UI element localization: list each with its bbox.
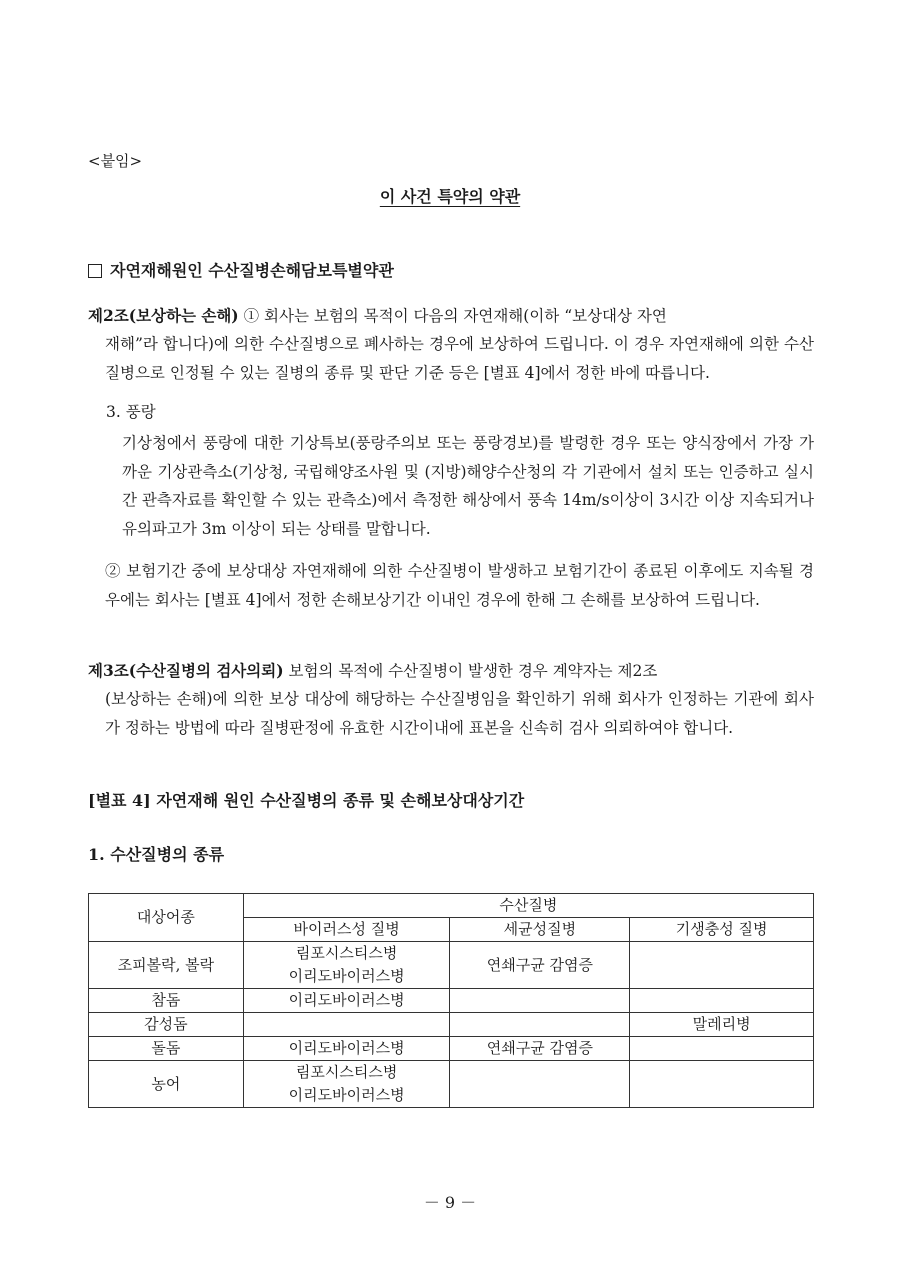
species-cell: 조피볼락, 볼락 [89, 942, 244, 989]
article3-continuation: (보상하는 손해)에 의한 보상 대상에 해당하는 수산질병임을 확인하기 위해 회사가 인정하는 기관에 회사가 정하는 방법에 따라 질병판정에 유효한 시간이내에 표본을 신속히 검사 의뢰하여야 합니다. [105, 690, 814, 737]
article2-paragraph2: ② 보험기간 중에 보상대상 자연재해에 의한 수산질병이 발생하고 보험기간이 종료된 이후에도 지속될 경우에는 회사는 [별표 4]에서 정한 손해보상기간 이내인 경우에 한해 그 손해를 보상하여 드립니다. [105, 562, 814, 609]
table-row [89, 942, 814, 989]
viral-disease-name: 이리도바이러스병 [288, 991, 405, 1009]
bacterial-column-header: 세균성질병 [450, 918, 630, 942]
page-number: － 9 － [423, 1193, 477, 1212]
viral-column-header: 바이러스성 질병 [243, 918, 450, 942]
species-cell: 참돔 [89, 989, 244, 1013]
species-cell: 농어 [89, 1061, 244, 1108]
article2-heading: 제2조(보상하는 손해) [88, 306, 239, 325]
section-heading [88, 258, 394, 281]
viral-disease-cell [243, 1037, 450, 1061]
document-title [0, 184, 900, 207]
viral-disease-name: 림포시스티스병 [295, 1063, 398, 1081]
viral-disease-cell [243, 1013, 450, 1037]
disease-table [88, 893, 814, 1108]
item3-body: 기상청에서 풍랑에 대한 기상특보(풍랑주의보 또는 풍랑경보)를 발령한 경우 또는 양식장에서 가장 가까운 기상관측소(기상청, 국립해양조사원 및 (지방)해양수산청의 각 기관에서 설치 또는 인증하고 실시간 관측자료를 확인할 수 있는 관측소)에서 측정한 해상에서 풍속 14m/s이상이 3시간 이상 지속되거나 유의파고가 3m 이상이 되는 상태를 말합니다. [122, 434, 814, 538]
bacterial-disease-cell: 연쇄구균 감염증 [450, 1037, 630, 1061]
viral-disease-name: 이리도바이러스병 [288, 967, 405, 985]
viral-disease-name: 림포시스티스병 [295, 944, 398, 962]
section-heading-text: 자연재해원인 수산질병손해담보특별약관 [110, 261, 394, 280]
parasitic-disease-cell [630, 989, 814, 1013]
viral-disease-name [244, 1013, 450, 1036]
parasitic-disease-cell [630, 942, 814, 989]
parasitic-disease-cell: 말레리병 [630, 1013, 814, 1037]
item3-title: 3. 풍랑 [106, 403, 156, 421]
bacterial-disease-cell [450, 989, 630, 1013]
bacterial-disease-cell: 연쇄구균 감염증 [450, 942, 630, 989]
viral-disease-cell [243, 942, 450, 989]
viral-disease-name: 이리도바이러스병 [288, 1039, 405, 1057]
parasitic-column-header: 기생충성 질병 [630, 918, 814, 942]
appendix-table-title: [별표 4] 자연재해 원인 수산질병의 종류 및 손해보상대상기간 [88, 791, 525, 810]
viral-disease-name: 이리도바이러스병 [288, 1086, 405, 1104]
article3-first-line-text: 보험의 목적에 수산질병이 발생한 경우 계약자는 제2조 [283, 662, 658, 680]
species-cell: 돌돔 [89, 1037, 244, 1061]
attachment-label: <붙임> [88, 152, 143, 170]
article2-continuation: 재해”라 합니다)에 의한 수산질병으로 폐사하는 경우에 보상하여 드립니다. 이 경우 자연재해에 의한 수산질병으로 인정될 수 있는 질병의 종류 및 판단 기준 등은 [별표 4]에서 정한 바에 따릅니다. [105, 335, 814, 382]
article3-heading: 제3조(수산질병의 검사의뢰) [88, 661, 284, 680]
disease-group-header: 수산질병 [243, 894, 813, 918]
viral-disease-cell [243, 1061, 450, 1108]
checkbox-square-icon [88, 264, 102, 278]
document-title-text: 이 사건 특약의 약관 [379, 187, 521, 206]
bacterial-disease-cell [450, 1013, 630, 1037]
species-header: 대상어종 [89, 894, 244, 942]
table-row [89, 1013, 814, 1037]
viral-disease-cell [243, 989, 450, 1013]
bacterial-disease-cell [450, 1061, 630, 1108]
article2-first-line [88, 302, 814, 331]
species-cell: 감성돔 [89, 1013, 244, 1037]
parasitic-disease-cell [630, 1037, 814, 1061]
article2-first-line-text: ① 회사는 보험의 목적이 다음의 자연재해(이하 “보상대상 자연 [238, 307, 667, 325]
article3-first-line [88, 657, 814, 686]
subsection-title: 1. 수산질병의 종류 [88, 845, 225, 864]
table-row [89, 989, 814, 1013]
table-row [89, 1037, 814, 1061]
parasitic-disease-cell [630, 1061, 814, 1108]
table-row [89, 1061, 814, 1108]
